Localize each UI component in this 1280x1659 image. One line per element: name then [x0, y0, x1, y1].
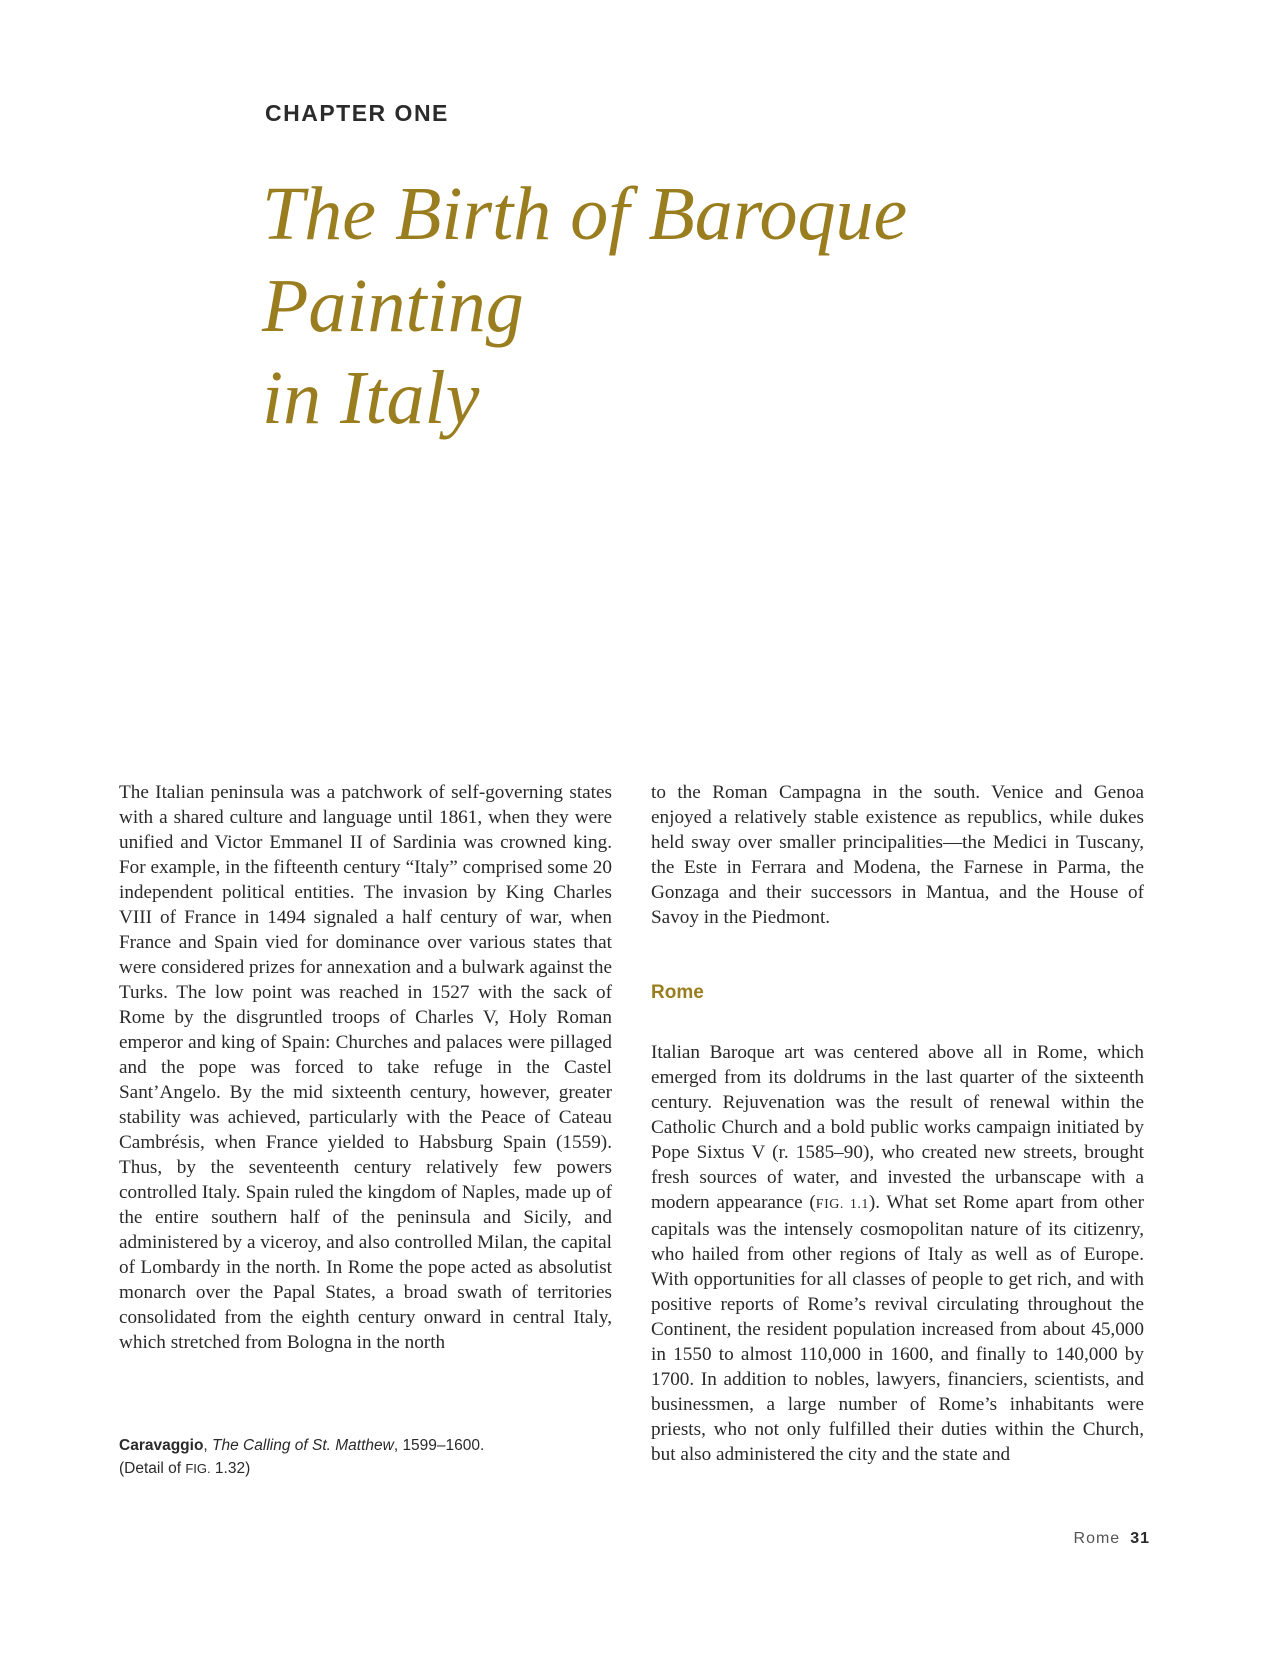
body-paragraph — [651, 1040, 1144, 1467]
caption-date: , 1599–1600. — [393, 1437, 485, 1454]
paragraph-text: Italian Baroque art was centered above all in Rome, which emerged from its doldrums in the last quarter of the sixteenth century. Rejuvenation was the result of renewal within the Catholic Church and a bold public works campaign initiated by Pope Sixtus V (r. 1585–90), who created new streets, brought fresh sources of water, and invested the urbanscape with a modern appearance ( — [651, 1042, 1144, 1213]
left-text-column — [119, 780, 612, 1355]
section-heading-rome: Rome — [651, 982, 704, 1003]
caption-detail-prefix: (Detail of — [119, 1460, 186, 1477]
chapter-title-line-2: in Italy — [262, 356, 480, 440]
figure-caption — [119, 1434, 612, 1480]
caption-detail-suffix: 1.32) — [210, 1460, 251, 1477]
caption-figure-reference: FIG. — [185, 1461, 211, 1476]
figure-reference: FIG. 1.1 — [815, 1197, 869, 1212]
chapter-title — [262, 168, 1162, 444]
chapter-title-line-1: The Birth of Baroque Painting — [262, 172, 908, 348]
right-text-column — [651, 780, 1144, 1467]
body-paragraph: The Italian peninsula was a patchwork of self-governing states with a shared culture and language until 1861, when they were unified and Victor Emmanel II of Sardinia was crowned king. For example, in the fifteenth century “Italy” comprised some 20 independent political entities. The invasion by King Charles VIII of France in 1494 signaled a half century of war, when France and Spain vied for dominance over various states that were considered prizes for annexation and a bulwark against the Turks. The low point was reached in 1527 with the sack of Rome by the disgruntled troops of Charles V, Holy Roman emperor and king of Spain: Churches and palaces were pillaged and the pope was forced to take refuge in the Castel Sant’Angelo. By the mid sixteenth century, however, greater stability was achieved, particularly with the Peace of Cateau Cambrésis, when France yielded to Habsburg Spain (1559). Thus, by the seventeenth century relatively few powers controlled Italy. Spain ruled the kingdom of Naples, made up of the entire southern half of the peninsula and Sicily, and administered by a viceroy, and also controlled Milan, the capital of Lombardy in the north. In Rome the pope acted as absolutist monarch over the Papal States, a broad swath of territories consolidated from the eighth century onward in central Italy, which stretched from Bologna in the north — [119, 782, 612, 1353]
running-head: Rome — [1073, 1530, 1121, 1547]
page-number: 31 — [1130, 1530, 1150, 1547]
chapter-label: CHAPTER ONE — [265, 100, 449, 126]
caption-work-title: The Calling of St. Matthew — [212, 1437, 394, 1454]
page-footer — [1074, 1530, 1150, 1548]
caption-artist: Caravaggio — [119, 1437, 204, 1454]
caption-separator: , — [203, 1437, 213, 1454]
paragraph-text: ). What set Rome apart from other capitals was the intensely cosmopolitan nature of its citizenry, who hailed from other regions of Italy as well as of Europe. With opportunities for all classes of people to get rich, and with positive reports of Rome’s revival circulating throughout the Continent, the resident population increased from about 45,000 in 1550 to almost 110,000 in 1600, and finally to 140,000 by 1700. In addition to nobles, lawyers, financiers, scientists, and businessmen, a large number of Rome’s inhabitants were priests, who not only fulfilled their duties within the Church, but also administered the city and the state and — [651, 1192, 1144, 1465]
body-paragraph: to the Roman Campagna in the south. Venice and Genoa enjoyed a relatively stable existence as republics, while dukes held sway over smaller principalities—the Medici in Tuscany, the Este in Ferrara and Modena, the Farnese in Parma, the Gonzaga and their successors in Mantua, and the House of Savoy in the Piedmont. — [651, 782, 1144, 928]
